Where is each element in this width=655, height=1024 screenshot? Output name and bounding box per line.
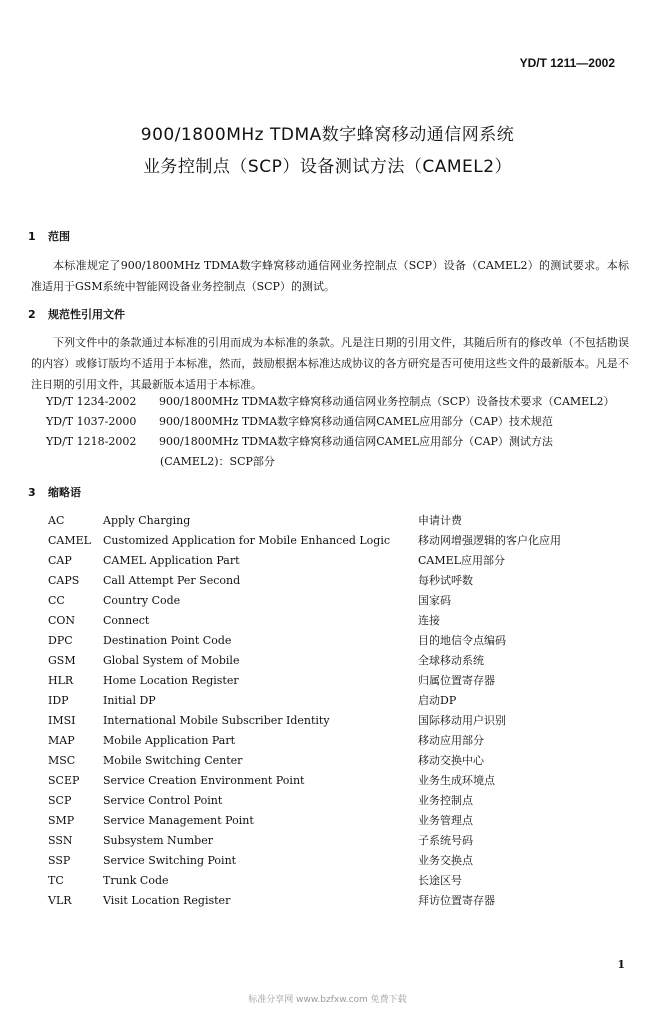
reference-code: YD/T 1234-2002 [46,395,137,408]
abbreviation-chinese: 归属位置寄存器 [418,674,495,687]
abbreviation-english: Home Location Register [103,674,239,687]
abbreviation-chinese: 国家码 [418,594,451,607]
abbreviation-chinese: 业务管理点 [418,814,473,827]
abbreviation-code: CAMEL [48,534,91,547]
abbreviation-english: Initial DP [103,694,156,707]
abbreviation-english: Subsystem Number [103,834,213,847]
abbreviation-chinese: 移动应用部分 [418,734,484,747]
reference-title-continuation: (CAMEL2)：SCP部分 [160,455,275,468]
abbreviation-row [48,531,618,551]
abbreviation-row [48,851,618,871]
abbreviation-chinese: 移动网增强逻辑的客户化应用 [418,534,561,547]
abbreviation-row [48,611,618,631]
abbreviation-row [48,551,618,571]
abbreviation-chinese: 拜访位置寄存器 [418,894,495,907]
abbreviation-row [48,831,618,851]
abbreviation-chinese: 子系统号码 [418,834,473,847]
abbreviation-english: International Mobile Subscriber Identity [103,714,330,727]
abbreviation-english: Service Creation Environment Point [103,774,305,787]
section-1-heading [28,228,70,244]
abbreviation-chinese: CAMEL应用部分 [418,554,505,567]
abbreviation-row [48,671,618,691]
watermark: 标准分享网 www.bzfxw.com 免费下载 [248,995,407,1005]
abbreviation-chinese: 移动交换中心 [418,754,484,767]
section-number: 1 [28,230,36,243]
abbreviation-code: TC [48,874,64,887]
abbreviation-chinese: 连接 [418,614,440,627]
abbreviation-code: MAP [48,734,75,747]
section-2-paragraph: 下列文件中的条款通过本标准的引用而成为本标准的条款。凡是注日期的引用文件，其随后所有的修改单（不包括勘误的内容）或修订版均不适用于本标准，然而，鼓励根据本标准达成协议的各方研究是否可使用这些文件的最新版本。凡是不注日期的引用文件，其最新版本适用于本标准。 [31,336,629,391]
abbreviation-english: Service Management Point [103,814,254,827]
abbreviation-row [48,871,618,891]
abbreviation-code: IDP [48,694,69,707]
abbreviation-code: CC [48,594,65,607]
section-number: 2 [28,308,36,321]
reference-title: 900/1800MHz TDMA数字蜂窝移动通信网业务控制点（SCP）设备技术要求（CAMEL2） [159,395,615,408]
abbreviation-row [48,791,618,811]
abbreviation-chinese: 长途区号 [418,874,462,887]
abbreviation-row [48,691,618,711]
section-title: 范围 [48,230,70,243]
abbreviation-chinese: 全球移动系统 [418,654,484,667]
abbreviation-english: Service Switching Point [103,854,237,867]
abbreviation-chinese: 目的地信令点编码 [418,634,506,647]
reference-title: 900/1800MHz TDMA数字蜂窝移动通信网CAMEL应用部分（CAP）测试方法 [159,435,553,448]
abbreviation-english: Trunk Code [103,874,169,887]
abbreviation-row [48,771,618,791]
abbreviation-english: Customized Application for Mobile Enhanced Logic [103,534,391,547]
abbreviation-chinese: 业务控制点 [418,794,473,807]
reference-title: 900/1800MHz TDMA数字蜂窝移动通信网CAMEL应用部分（CAP）技术规范 [159,415,553,428]
reference-item [46,412,553,432]
abbreviation-row [48,711,618,731]
section-number: 3 [28,486,36,499]
abbreviation-chinese: 启动DP [418,694,457,707]
reference-item [46,392,615,412]
abbreviation-code: CON [48,614,76,627]
abbreviation-english: Mobile Switching Center [103,754,243,767]
abbreviation-english: Call Attempt Per Second [103,574,241,587]
abbreviation-code: VLR [48,894,72,907]
abbreviation-code: HLR [48,674,74,687]
page-number: 1 [617,958,625,971]
abbreviation-chinese: 业务交换点 [418,854,473,867]
standard-number: YD/T 1211—2002 [519,56,615,70]
abbreviation-code: SSP [48,854,71,867]
abbreviation-chinese: 每秒试呼数 [418,574,473,587]
abbreviation-row [48,651,618,671]
abbreviation-code: SCEP [48,774,80,787]
abbreviation-english: Visit Location Register [103,894,231,907]
abbreviation-row [48,731,618,751]
section-title: 规范性引用文件 [48,308,125,321]
reference-code: YD/T 1037-2000 [46,415,137,428]
abbreviation-code: GSM [48,654,76,667]
section-2-heading [28,306,125,322]
abbreviation-english: Country Code [103,594,181,607]
abbreviation-chinese: 业务生成环境点 [418,774,495,787]
abbreviation-chinese: 国际移动用户识别 [418,714,506,727]
abbreviation-code: SSN [48,834,73,847]
document-title-line-1: 900/1800MHz TDMA数字蜂窝移动通信网系统 [140,125,515,145]
abbreviation-row [48,751,618,771]
abbreviation-english: CAMEL Application Part [103,554,240,567]
abbreviation-english: Mobile Application Part [103,734,236,747]
reference-code: YD/T 1218-2002 [46,435,137,448]
abbreviation-row [48,511,618,531]
abbreviation-code: AC [48,514,65,527]
abbreviation-english: Global System of Mobile [103,654,240,667]
abbreviation-english: Connect [103,614,150,627]
abbreviation-code: DPC [48,634,73,647]
section-1-paragraph: 本标准规定了900/1800MHz TDMA数字蜂窝移动通信网业务控制点（SCP）设备（CAMEL2）的测试要求。本标准适用于GSM系统中智能网设备业务控制点（SCP）的测试。 [31,259,629,293]
abbreviation-chinese: 申请计费 [418,514,462,527]
abbreviation-row [48,571,618,591]
abbreviation-code: IMSI [48,714,76,727]
abbreviation-english: Apply Charging [103,514,191,527]
reference-item [46,432,553,452]
abbreviation-english: Destination Point Code [103,634,232,647]
abbreviation-row [48,891,618,911]
section-3-heading [28,484,81,500]
abbreviation-code: CAP [48,554,72,567]
abbreviation-code: CAPS [48,574,80,587]
document-title-line-2: 业务控制点（SCP）设备测试方法（CAMEL2） [142,157,513,177]
section-title: 缩略语 [48,486,81,499]
abbreviation-row [48,631,618,651]
abbreviation-row [48,811,618,831]
abbreviation-code: SMP [48,814,75,827]
abbreviation-code: MSC [48,754,76,767]
abbreviation-row [48,591,618,611]
abbreviation-code: SCP [48,794,72,807]
abbreviation-english: Service Control Point [103,794,223,807]
